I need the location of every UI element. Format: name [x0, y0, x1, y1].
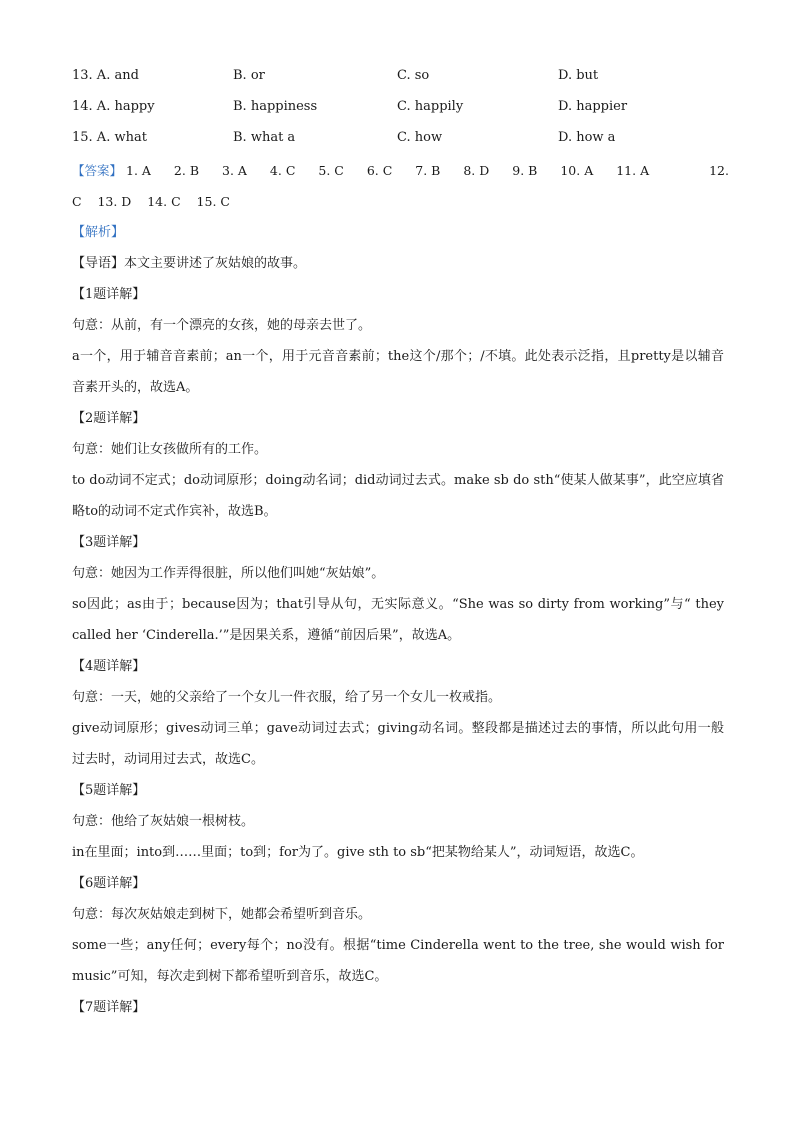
section-explanation: in在里面；into到……里面；to到；for为了。give sth to sb“把某物给某人”，动词短语，故选C。: [72, 845, 644, 860]
answer-item: 7. B: [415, 163, 441, 178]
section-explanation: so因此；as由于；because因为；that引导从句，无实际意义。“She was so dirty from working”与“ they called her ‘Cinderella.’”是因果关系，遵循“前因后果”，故选A。: [72, 597, 724, 643]
section-heading: 【3题详解】: [72, 535, 146, 550]
option-15-c: C. how: [397, 130, 443, 145]
section-meaning: 句意：从前，有一个漂亮的女孩，她的母亲去世了。: [72, 318, 372, 333]
answer-item: 9. B: [512, 163, 538, 178]
option-13-c: C. so: [397, 68, 430, 83]
section-explanation: to do动词不定式；do动词原形；doing动名词；did动词过去式。make sb do sth“使某人做某事”，此空应填省略to的动词不定式作宾补，故选B。: [72, 473, 724, 519]
section-meaning: 句意：她们让女孩做所有的工作。: [72, 442, 268, 457]
section-explanation: give动词原形；gives动词三单；gave动词过去式；giving动名词。整段都是描述过去的事情，所以此句用一般过去时，动词用过去式，故选C。: [72, 721, 724, 767]
answer-item: 4. C: [269, 163, 296, 178]
section-2: [72, 403, 724, 527]
section-heading: 【2题详解】: [72, 411, 146, 426]
section-heading: 【5题详解】: [72, 783, 146, 798]
analysis-label: 【解析】: [72, 225, 125, 240]
option-13-a: 13. A. and: [72, 68, 139, 83]
section-5: [72, 775, 724, 868]
answer-line-1: [72, 155, 729, 186]
section-explanation: some一些；any任何；every每个；no没有。根据“time Cinderella went to the tree, she would wish for music”可知，每次走到树下都希望听到音乐，故选C。: [72, 938, 724, 984]
option-13-d: D. but: [558, 68, 599, 83]
answer-item-tail: 12.: [709, 163, 729, 178]
answer-item: 6. C: [366, 163, 393, 178]
option-row-14: [72, 93, 724, 124]
section-heading: 【4题详解】: [72, 659, 146, 674]
answer-item: 5. C: [318, 163, 344, 178]
guide-text: 【导语】本文主要讲述了灰姑娘的故事。: [72, 256, 307, 271]
section-heading: 【1题详解】: [72, 287, 146, 302]
option-14-a: 14. A. happy: [72, 99, 155, 114]
option-14-b: B. happiness: [233, 99, 318, 114]
section-7-heading: 【7题详解】: [72, 1000, 146, 1015]
option-15-a: 15. A. what: [72, 130, 147, 145]
option-14-c: C. happily: [397, 99, 464, 114]
document-page: [72, 62, 729, 1023]
answer-line-2: C 13. D 14. C 15. C: [72, 194, 230, 209]
answer-item: 1. A: [126, 163, 151, 178]
section-3: [72, 527, 724, 651]
option-13-b: B. or: [233, 68, 265, 83]
option-row-15: [72, 124, 724, 155]
answer-label: 【答案】: [72, 163, 123, 178]
section-heading: 【6题详解】: [72, 876, 146, 891]
section-1: [72, 279, 724, 403]
option-row-13: [72, 62, 724, 93]
answer-item: 2. B: [173, 163, 200, 178]
answer-item: 10. A: [560, 163, 594, 178]
section-meaning: 句意：一天，她的父亲给了一个女儿一件衣服，给了另一个女儿一枚戒指。: [72, 690, 502, 705]
option-15-d: D. how a: [558, 130, 616, 145]
section-meaning: 句意：每次灰姑娘走到树下，她都会希望听到音乐。: [72, 907, 372, 922]
section-meaning: 句意：她因为工作弄得很脏，所以他们叫她“灰姑娘”。: [72, 566, 385, 581]
section-4: [72, 651, 724, 775]
section-explanation: a一个，用于辅音音素前；an一个，用于元音音素前；the这个/那个；/不填。此处表示泛指，且pretty是以辅音音素开头的，故选A。: [72, 349, 724, 395]
answer-item: 8. D: [463, 163, 490, 178]
answer-item: 11. A: [616, 163, 650, 178]
section-6: [72, 868, 724, 992]
answer-item: 3. A: [222, 163, 247, 178]
option-14-d: D. happier: [558, 99, 628, 114]
option-15-b: B. what a: [233, 130, 296, 145]
section-meaning: 句意：他给了灰姑娘一根树枝。: [72, 814, 255, 829]
